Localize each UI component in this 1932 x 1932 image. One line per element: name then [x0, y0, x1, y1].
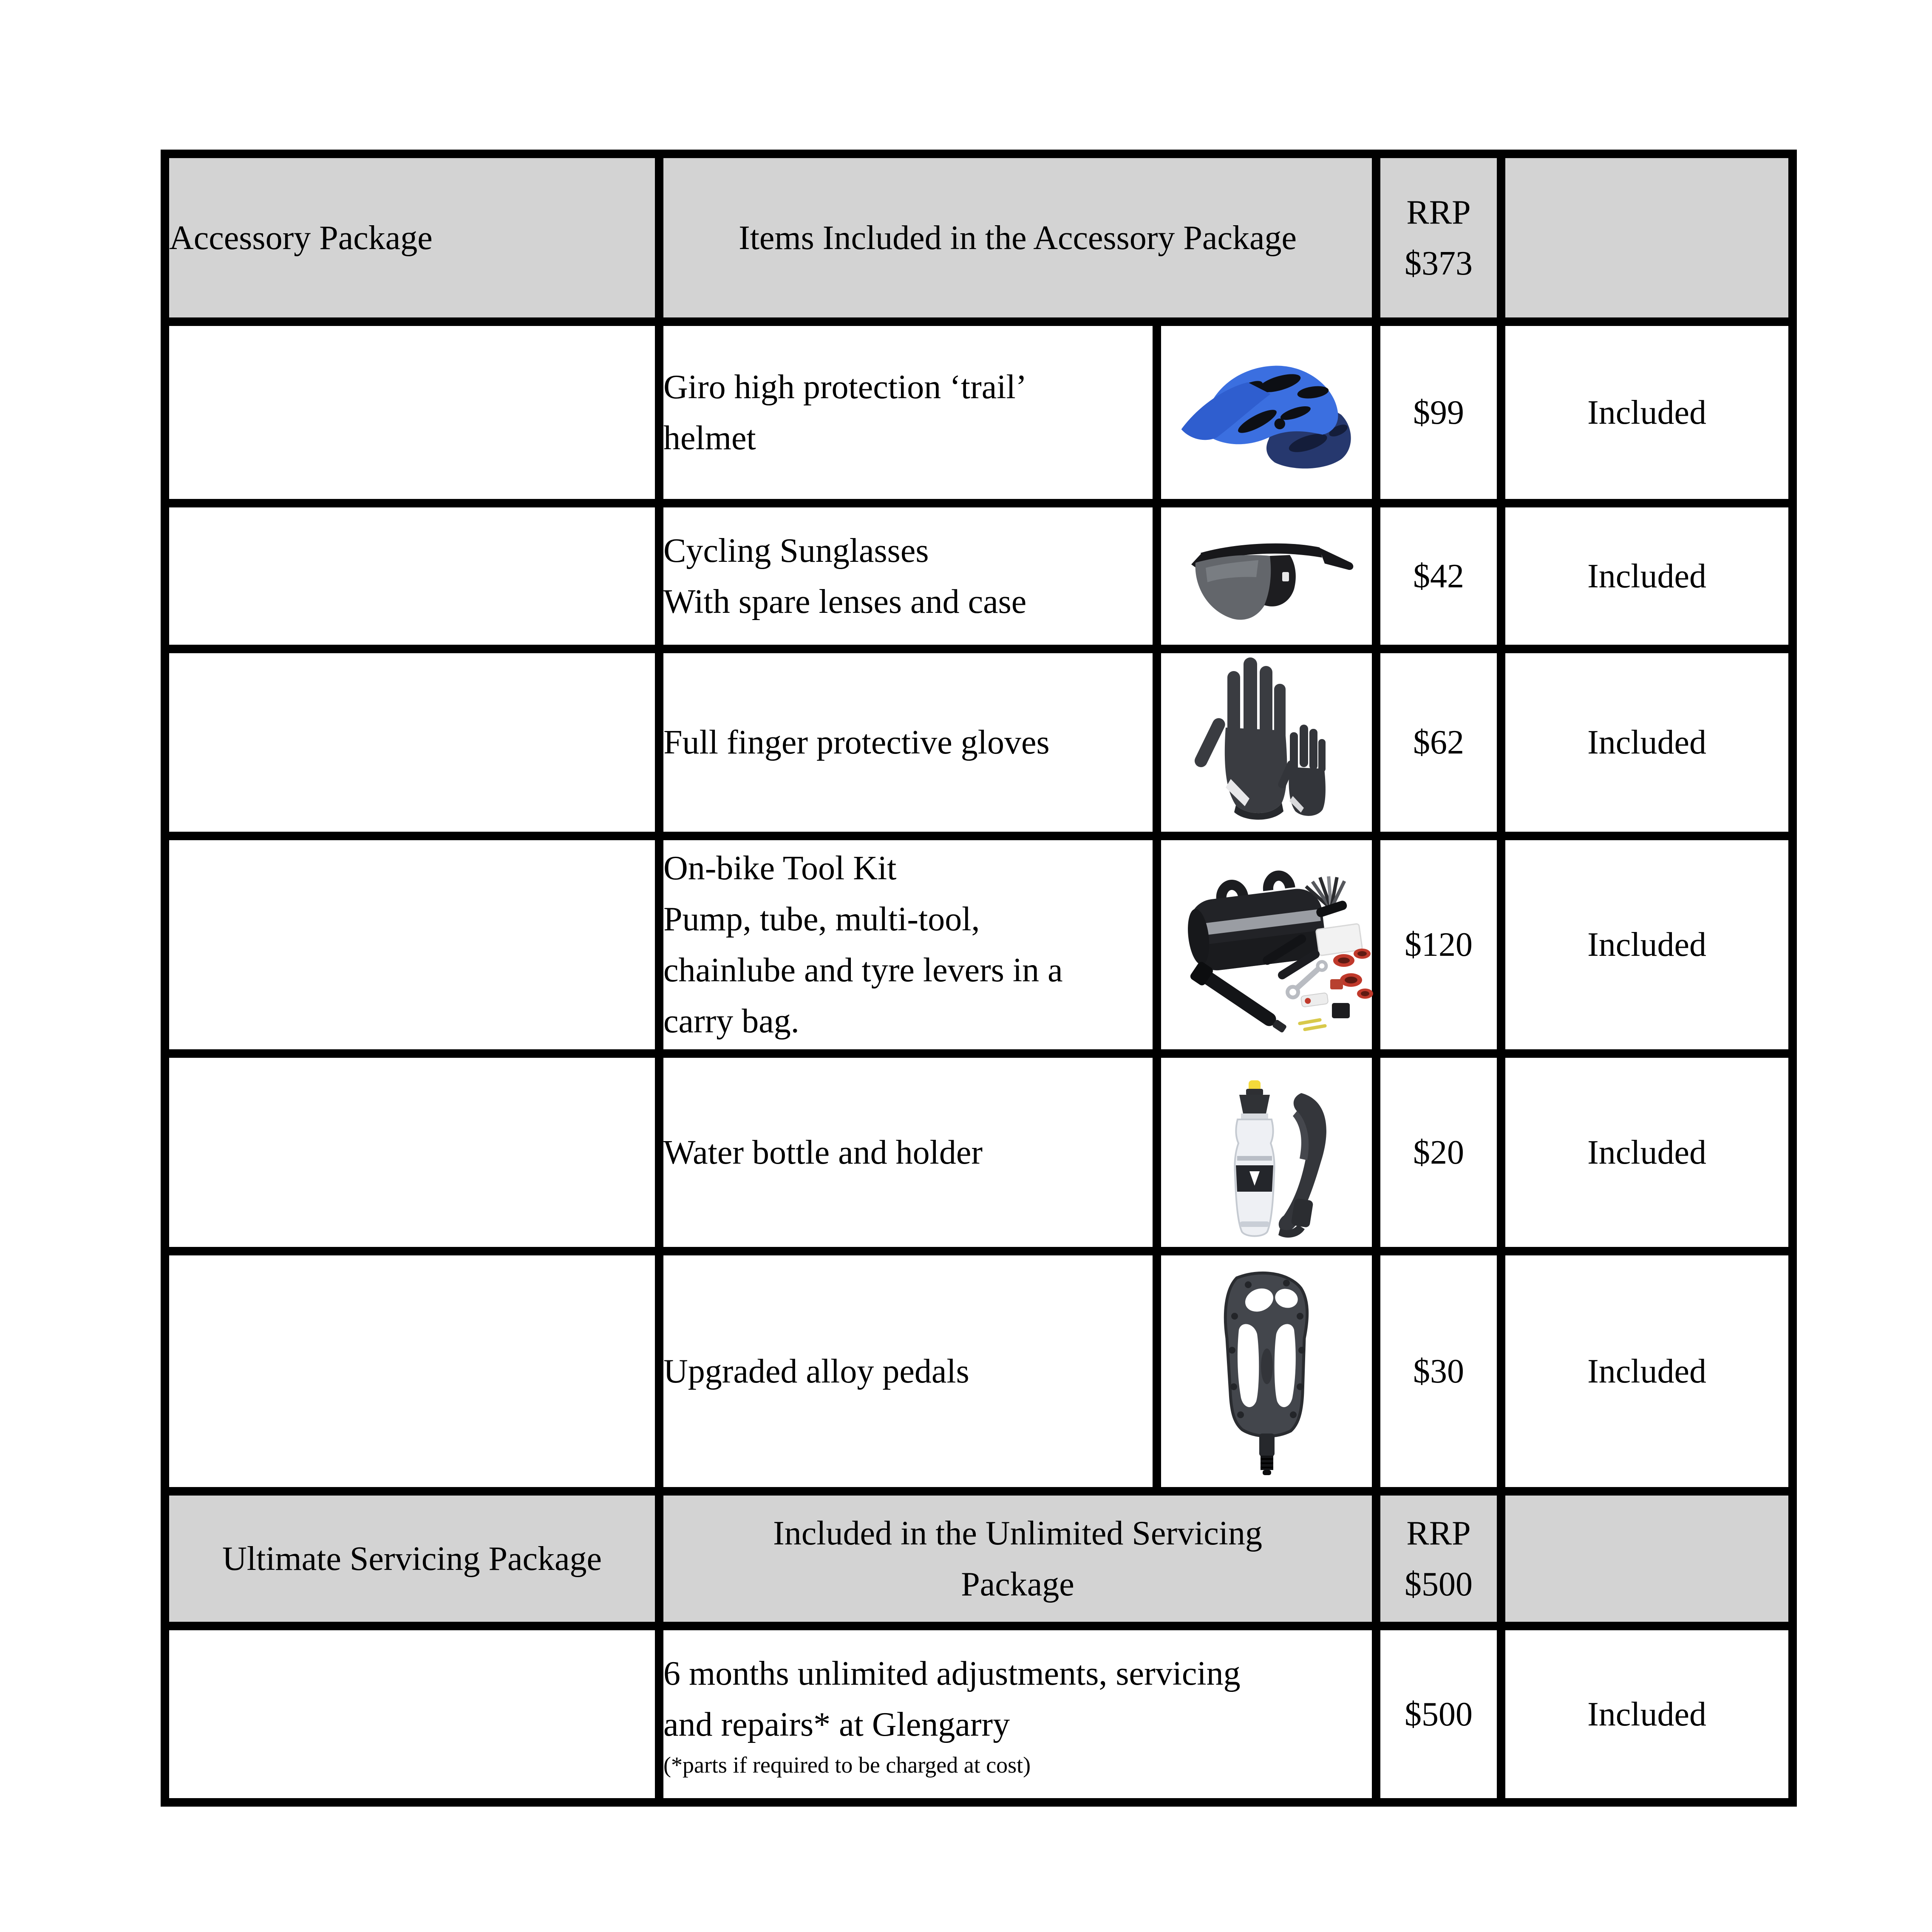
item-price: $62 [1376, 649, 1501, 836]
servicing-description [659, 1626, 1376, 1802]
item-price: $500 [1376, 1626, 1501, 1802]
rrp-total-value: $373 [1405, 244, 1473, 282]
servicing-description-line: and repairs* at Glengarry [663, 1706, 1010, 1744]
item-name-line: Upgraded alloy pedals [663, 1352, 969, 1390]
rrp-label: RRP [1406, 193, 1471, 231]
item-name-line: carry bag. [663, 1003, 799, 1040]
header-row [165, 154, 1793, 322]
servicing-empty-cell [1501, 1491, 1793, 1626]
rrp-label: RRP [1406, 1514, 1471, 1552]
servicing-rrp [1376, 1491, 1501, 1626]
item-price: $120 [1376, 836, 1501, 1054]
item-name-line: chainlube and tyre levers in a [663, 952, 1063, 989]
item-price: $30 [1376, 1251, 1501, 1491]
empty-cell [165, 649, 659, 836]
servicing-package-title [165, 1491, 659, 1626]
item-name-line: Full finger protective gloves [663, 724, 1050, 761]
header-rrp-total [1376, 154, 1501, 322]
item-image-cell [1157, 836, 1376, 1054]
item-image-cell [1157, 1251, 1376, 1491]
item-status: Included [1501, 1054, 1793, 1251]
item-image-cell [1157, 503, 1376, 649]
header-items-included [659, 154, 1376, 322]
servicing-package-label: Ultimate Servicing Package [222, 1540, 602, 1578]
item-status: Included [1501, 322, 1793, 503]
empty-cell [165, 1251, 659, 1491]
item-name-gloves [659, 649, 1157, 836]
item-name-line: With spare lenses and case [663, 583, 1027, 620]
empty-cell [165, 322, 659, 503]
item-price: $42 [1376, 503, 1501, 649]
item-image-cell [1157, 1054, 1376, 1251]
header-empty-cell [1501, 154, 1793, 322]
item-name-bottle [659, 1054, 1157, 1251]
servicing-footnote: (*parts if required to be charged at cost) [663, 1752, 1031, 1778]
item-row-toolkit [165, 836, 1793, 1054]
item-name-pedals [659, 1251, 1157, 1491]
item-name-sunglasses [659, 503, 1157, 649]
item-price: $99 [1376, 322, 1501, 503]
item-row-gloves [165, 649, 1793, 836]
rrp-servicing-value: $500 [1405, 1565, 1473, 1603]
item-name-line: Cycling Sunglasses [663, 532, 929, 569]
header-accessory-package-label: Accessory Package [169, 219, 433, 257]
item-status: Included [1501, 836, 1793, 1054]
item-row-helmet [165, 322, 1793, 503]
servicing-detail-row [165, 1626, 1793, 1802]
item-price: $20 [1376, 1054, 1501, 1251]
empty-cell [165, 1626, 659, 1802]
item-image-cell [1157, 649, 1376, 836]
item-row-bottle [165, 1054, 1793, 1251]
water-bottle-image [1190, 1059, 1343, 1246]
item-status: Included [1501, 503, 1793, 649]
empty-cell [165, 503, 659, 649]
pedal-image [1196, 1265, 1337, 1478]
item-name-line: Water bottle and holder [663, 1133, 983, 1171]
item-name-line: Giro high protection ‘trail’ [663, 368, 1027, 406]
servicing-header-row [165, 1491, 1793, 1626]
header-accessory-package [165, 154, 659, 322]
servicing-description-line: 6 months unlimited adjustments, servicing [663, 1655, 1241, 1693]
item-name-line: helmet [663, 419, 756, 457]
sunglasses-image [1175, 513, 1358, 640]
item-status: Included [1501, 1251, 1793, 1491]
item-status: Included [1501, 1626, 1793, 1802]
item-name-helmet [659, 322, 1157, 503]
item-image-cell [1157, 322, 1376, 503]
accessory-package-table [161, 150, 1797, 1807]
item-name-line: Pump, tube, multi-tool, [663, 901, 980, 938]
item-status: Included [1501, 649, 1793, 836]
helmet-image [1175, 343, 1358, 483]
toolkit-image [1161, 853, 1374, 1036]
empty-cell [165, 836, 659, 1054]
servicing-included-title [659, 1491, 1376, 1626]
header-items-included-label: Items Included in the Accessory Package [739, 219, 1297, 257]
gloves-image [1181, 653, 1351, 832]
item-row-pedals [165, 1251, 1793, 1491]
item-row-sunglasses [165, 503, 1793, 649]
empty-cell [165, 1054, 659, 1251]
servicing-included-line: Included in the Unlimited Servicing [773, 1514, 1262, 1552]
servicing-included-line: Package [961, 1565, 1074, 1603]
item-name-line: On-bike Tool Kit [663, 850, 897, 887]
item-name-toolkit [659, 836, 1157, 1054]
